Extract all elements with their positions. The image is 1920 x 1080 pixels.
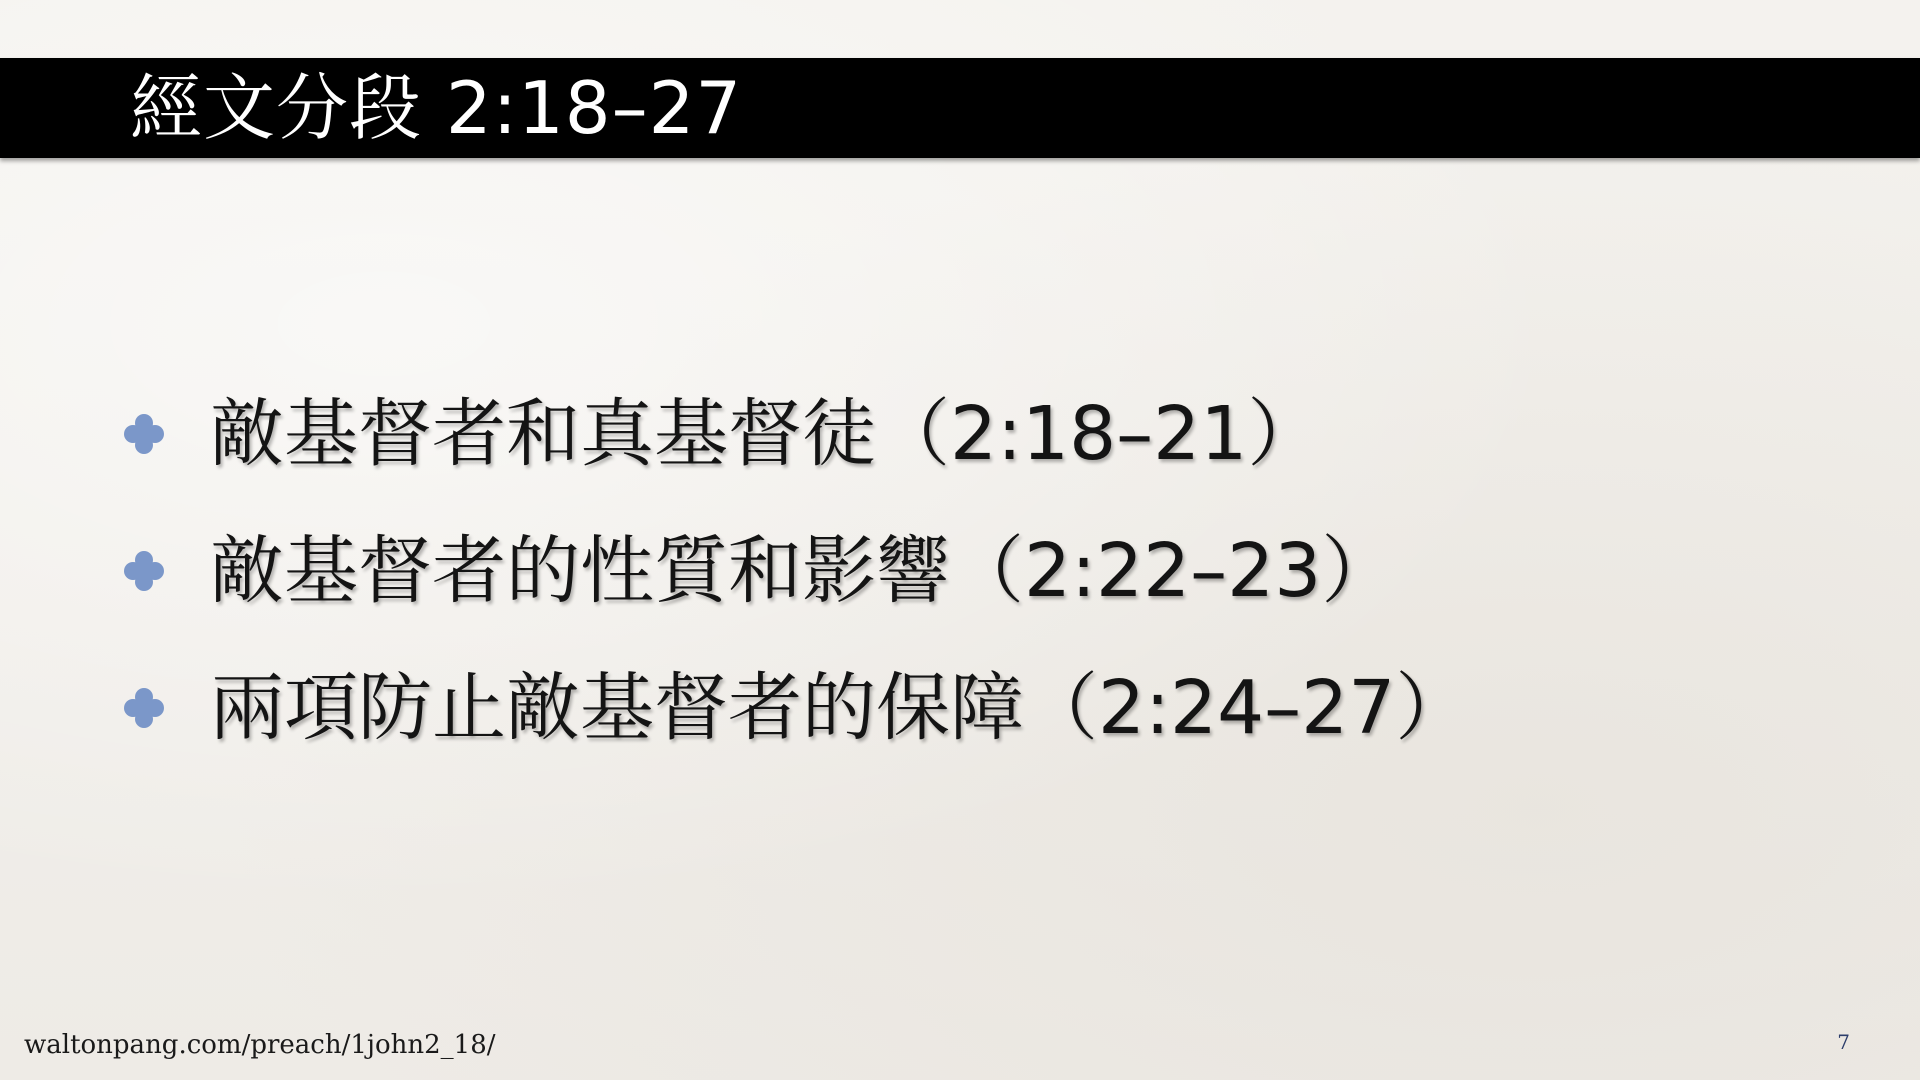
- footer-url: waltonpang.com/preach/1john2_18/: [24, 1030, 496, 1060]
- clover-cross-bullet-icon: [120, 684, 168, 732]
- bullet-item: [120, 502, 1820, 639]
- bullet-list: [120, 365, 1820, 776]
- page-number: 7: [1837, 1030, 1850, 1054]
- clover-cross-bullet-icon: [120, 410, 168, 458]
- clover-cross-bullet-icon: [120, 547, 168, 595]
- bullet-text: 敵基督者和真基督徒（2:18–21）: [210, 390, 1322, 477]
- bullet-text: 敵基督者的性質和影響（2:22–23）: [210, 527, 1396, 614]
- slide-title: 經文分段 2:18–27: [130, 66, 743, 150]
- title-bar: [0, 58, 1920, 158]
- bullet-text: 兩項防止敵基督者的保障（2:24–27）: [210, 664, 1470, 751]
- bullet-item: [120, 365, 1820, 502]
- bullet-item: [120, 639, 1820, 776]
